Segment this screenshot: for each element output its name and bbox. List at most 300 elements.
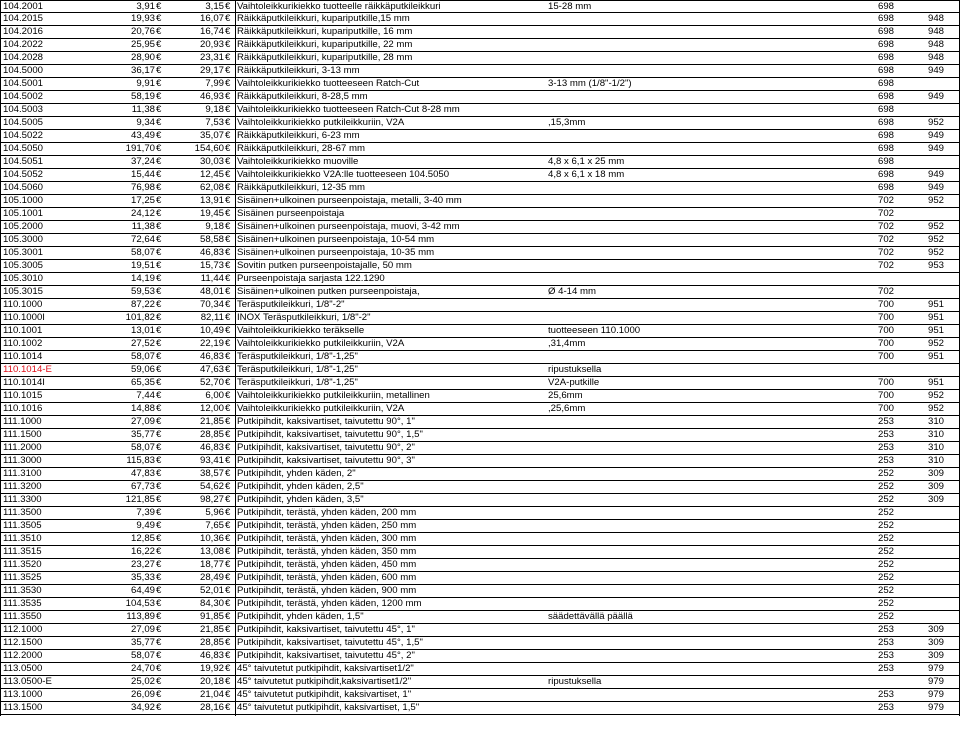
price-2: 7,99 — [205, 78, 224, 89]
price-1: 37,24 — [130, 156, 155, 167]
currency-symbol: € — [156, 52, 162, 63]
product-code: 111.3505 — [3, 520, 42, 531]
product-description: Sisäinen+ulkoinen purseenpoistaja, 10-54 mm — [237, 234, 435, 245]
product-spec: ,25,6mm — [548, 403, 586, 414]
price-2: 46,83 — [199, 442, 224, 453]
product-code: 111.3515 — [3, 546, 42, 557]
product-spec: ripustuksella — [548, 676, 602, 687]
catalog-page — [870, 273, 894, 286]
product-spec — [548, 650, 868, 663]
price-2: 10,36 — [199, 533, 224, 544]
currency-symbol: € — [156, 416, 162, 427]
catalog-page-alt: 309 — [927, 624, 944, 635]
table-row — [0, 585, 960, 598]
table-row — [0, 143, 960, 156]
product-code: 111.3520 — [3, 559, 42, 570]
table-row — [0, 299, 960, 312]
product-description: Putkipihdit, terästä, yhden käden, 350 mm — [237, 546, 417, 557]
currency-symbol: € — [156, 429, 162, 440]
catalog-page-alt: 953 — [927, 260, 944, 271]
price-1: 9,34 — [136, 117, 155, 128]
currency-symbol: € — [156, 598, 162, 609]
currency-symbol: € — [225, 572, 231, 583]
catalog-page: 700 — [877, 325, 894, 336]
catalog-page: 253 — [877, 416, 894, 427]
currency-symbol: € — [225, 468, 231, 479]
price-2: 7,65 — [205, 520, 224, 531]
catalog-page: 698 — [877, 26, 894, 37]
table-row — [0, 52, 960, 65]
table-row — [0, 637, 960, 650]
product-description: Putkipihdit, terästä, yhden käden, 900 mm — [237, 585, 417, 596]
product-code: 110.1014I — [3, 377, 45, 388]
catalog-page: 698 — [877, 65, 894, 76]
product-spec — [548, 260, 868, 273]
catalog-page: 252 — [877, 507, 894, 518]
product-code: 105.3010 — [3, 273, 44, 284]
grid-line — [0, 0, 1, 716]
product-spec — [548, 481, 868, 494]
table-row — [0, 260, 960, 273]
product-code: 112.1000 — [3, 624, 43, 635]
product-code: 110.1002 — [3, 338, 43, 349]
catalog-page-alt: 951 — [927, 351, 944, 362]
product-description: Sisäinen+ulkoinen purseenpoistaja, 10-35 mm — [237, 247, 435, 258]
catalog-page: 252 — [877, 494, 894, 505]
product-code: 105.2000 — [3, 221, 44, 232]
product-spec — [548, 416, 868, 429]
product-description: Vaihtoleikkurikiekko muoville — [237, 156, 359, 167]
product-spec — [548, 494, 868, 507]
product-spec — [548, 104, 868, 117]
price-1: 13,01 — [130, 325, 155, 336]
product-spec — [548, 208, 868, 221]
catalog-page-alt — [920, 104, 944, 117]
catalog-page-alt: 948 — [927, 52, 944, 63]
currency-symbol: € — [225, 195, 231, 206]
product-description: Vaihtoleikkurikiekko teräkselle — [237, 325, 365, 336]
currency-symbol: € — [225, 351, 231, 362]
table-row — [0, 39, 960, 52]
currency-symbol: € — [225, 286, 231, 297]
product-code: 104.2028 — [3, 52, 44, 63]
currency-symbol: € — [225, 156, 231, 167]
product-code: 104.5005 — [3, 117, 44, 128]
price-2: 38,57 — [199, 468, 224, 479]
product-spec: ripustuksella — [548, 364, 602, 375]
table-row — [0, 442, 960, 455]
catalog-page-alt — [920, 546, 944, 559]
price-2: 12,00 — [199, 403, 224, 414]
catalog-page-alt — [920, 364, 944, 377]
product-code: 104.2015 — [3, 13, 44, 24]
catalog-page-alt: 952 — [927, 338, 944, 349]
currency-symbol: € — [156, 104, 162, 115]
currency-symbol: € — [156, 247, 162, 258]
currency-symbol: € — [225, 117, 231, 128]
product-description: Räikkäputkileikkuri, kupariputkille, 22 mm — [237, 39, 413, 50]
product-code: 111.3510 — [3, 533, 42, 544]
catalog-page: 253 — [877, 637, 894, 648]
catalog-page: 253 — [877, 663, 894, 674]
catalog-page: 253 — [877, 455, 894, 466]
product-code: 111.3000 — [3, 455, 42, 466]
product-spec — [548, 247, 868, 260]
catalog-page: 700 — [877, 390, 894, 401]
product-spec — [548, 182, 868, 195]
catalog-page-alt: 951 — [927, 312, 944, 323]
price-2: 10,49 — [199, 325, 224, 336]
catalog-page-alt — [920, 273, 944, 286]
catalog-page-alt: 309 — [927, 650, 944, 661]
currency-symbol: € — [225, 312, 231, 323]
price-2: 21,85 — [199, 624, 224, 635]
table-row — [0, 377, 960, 390]
currency-symbol: € — [156, 585, 162, 596]
currency-symbol: € — [225, 663, 231, 674]
currency-symbol: € — [156, 273, 162, 284]
currency-symbol: € — [225, 455, 231, 466]
product-description: Putkipihdit, kaksivartiset, taivutettu 45°, 1,5" — [237, 637, 423, 648]
currency-symbol: € — [156, 169, 162, 180]
price-1: 191,70 — [125, 143, 155, 154]
currency-symbol: € — [225, 91, 231, 102]
price-2: 11,44 — [200, 273, 224, 284]
catalog-page-alt: 952 — [927, 247, 944, 258]
currency-symbol: € — [156, 390, 162, 401]
table-row — [0, 234, 960, 247]
table-row — [0, 91, 960, 104]
currency-symbol: € — [156, 676, 162, 687]
product-code: 111.3100 — [3, 468, 42, 479]
price-2: 46,83 — [199, 351, 224, 362]
product-code: 113.0500-E — [3, 676, 52, 687]
table-row — [0, 0, 960, 13]
price-1: 20,76 — [130, 26, 155, 37]
price-2: 54,62 — [199, 481, 224, 492]
price-2: 9,18 — [205, 221, 224, 232]
product-code: 104.2001 — [3, 1, 44, 12]
product-code: 110.1000I — [3, 312, 45, 323]
price-1: 16,22 — [130, 546, 155, 557]
table-row — [0, 650, 960, 663]
currency-symbol: € — [225, 208, 231, 219]
catalog-page-alt: 952 — [927, 403, 944, 414]
product-description: INOX Teräsputkileikkuri, 1/8"-2" — [237, 312, 371, 323]
table-row — [0, 468, 960, 481]
table-row — [0, 533, 960, 546]
currency-symbol: € — [156, 494, 162, 505]
table-row — [0, 663, 960, 676]
currency-symbol: € — [156, 520, 162, 531]
product-code: 111.3525 — [3, 572, 42, 583]
table-row — [0, 416, 960, 429]
table-row — [0, 572, 960, 585]
currency-symbol: € — [156, 572, 162, 583]
currency-symbol: € — [156, 637, 162, 648]
price-1: 35,77 — [130, 637, 155, 648]
product-spec — [548, 533, 868, 546]
product-spec — [548, 312, 868, 325]
price-2: 35,07 — [199, 130, 224, 141]
catalog-page-alt — [920, 286, 944, 299]
price-1: 9,49 — [136, 520, 155, 531]
currency-symbol: € — [225, 39, 231, 50]
product-code: 104.5051 — [3, 156, 44, 167]
product-spec — [548, 52, 868, 65]
currency-symbol: € — [156, 377, 162, 388]
currency-symbol: € — [225, 325, 231, 336]
product-spec — [548, 559, 868, 572]
table-row — [0, 286, 960, 299]
catalog-page-alt: 309 — [927, 637, 944, 648]
product-spec — [548, 689, 868, 702]
catalog-page: 702 — [877, 234, 894, 245]
product-code: 104.2016 — [3, 26, 44, 37]
product-spec — [548, 468, 868, 481]
product-code: 104.5050 — [3, 143, 44, 154]
table-row — [0, 195, 960, 208]
product-spec — [548, 273, 868, 286]
currency-symbol: € — [156, 260, 162, 271]
catalog-page-alt: 948 — [927, 39, 944, 50]
currency-symbol: € — [156, 13, 162, 24]
catalog-page-alt: 951 — [927, 299, 944, 310]
product-spec — [548, 637, 868, 650]
product-spec — [548, 663, 868, 676]
price-1: 3,91 — [136, 1, 155, 12]
catalog-page: 252 — [877, 520, 894, 531]
product-spec — [548, 572, 868, 585]
table-row — [0, 364, 960, 377]
price-1: 59,06 — [130, 364, 155, 375]
currency-symbol: € — [156, 455, 162, 466]
catalog-page-alt: 948 — [927, 26, 944, 37]
price-2: 28,49 — [199, 572, 224, 583]
currency-symbol: € — [156, 182, 162, 193]
product-description: Vaihtoleikkurikiekko putkileikkuriin, V2A — [237, 338, 405, 349]
price-1: 104,53 — [125, 598, 155, 609]
currency-symbol: € — [225, 247, 231, 258]
currency-symbol: € — [225, 130, 231, 141]
price-1: 58,07 — [130, 351, 155, 362]
catalog-page: 252 — [877, 572, 894, 583]
currency-symbol: € — [156, 156, 162, 167]
currency-symbol: € — [156, 650, 162, 661]
price-1: 11,38 — [131, 221, 155, 232]
product-code: 110.1001 — [3, 325, 43, 336]
product-code: 105.1001 — [3, 208, 44, 219]
currency-symbol: € — [156, 91, 162, 102]
table-row — [0, 182, 960, 195]
product-spec: säädettävällä päällä — [548, 611, 633, 622]
price-1: 27,09 — [130, 624, 155, 635]
product-description: Räikkäputkileikkuri, 28-67 mm — [237, 143, 365, 154]
price-2: 19,92 — [199, 663, 224, 674]
price-1: 23,27 — [130, 559, 155, 570]
catalog-page: 698 — [877, 182, 894, 193]
catalog-page-alt: 952 — [927, 234, 944, 245]
product-spec — [548, 429, 868, 442]
price-2: 21,04 — [199, 689, 224, 700]
product-spec — [548, 546, 868, 559]
product-code: 105.3015 — [3, 286, 44, 297]
table-row — [0, 247, 960, 260]
product-spec — [548, 455, 868, 468]
currency-symbol: € — [225, 13, 231, 24]
catalog-page-alt — [920, 585, 944, 598]
product-description: Vaihtoleikkurikiekko putkileikkuriin, V2A — [237, 403, 405, 414]
price-1: 101,82 — [125, 312, 155, 323]
product-description: Sovitin putken purseenpoistajalle, 50 mm — [237, 260, 412, 271]
price-1: 65,35 — [130, 377, 155, 388]
product-description: Räikkäputkileikkuri, 6-23 mm — [237, 130, 360, 141]
table-row — [0, 169, 960, 182]
product-code: 111.3530 — [3, 585, 42, 596]
price-1: 28,90 — [130, 52, 155, 63]
price-2: 16,07 — [199, 13, 224, 24]
catalog-page-alt — [920, 507, 944, 520]
table-row — [0, 507, 960, 520]
price-1: 14,19 — [130, 273, 155, 284]
price-1: 59,53 — [130, 286, 155, 297]
table-row — [0, 26, 960, 39]
product-spec — [548, 442, 868, 455]
product-code: 113.0500 — [3, 663, 43, 674]
product-code: 105.3001 — [3, 247, 44, 258]
catalog-page-alt: 952 — [927, 390, 944, 401]
table-row — [0, 403, 960, 416]
table-row — [0, 130, 960, 143]
catalog-page-alt: 951 — [927, 377, 944, 388]
currency-symbol: € — [156, 286, 162, 297]
catalog-page-alt: 949 — [927, 65, 944, 76]
product-spec — [548, 143, 868, 156]
price-1: 36,17 — [130, 65, 155, 76]
product-description: Vaihtoleikkurikiekko putkileikkuriin, metallinen — [237, 390, 430, 401]
catalog-page: 700 — [877, 351, 894, 362]
table-row — [0, 104, 960, 117]
grid-line — [235, 0, 236, 716]
price-2: 62,08 — [199, 182, 224, 193]
currency-symbol: € — [225, 338, 231, 349]
price-2: 21,85 — [199, 416, 224, 427]
catalog-page-alt — [920, 78, 944, 91]
price-2: 28,85 — [199, 637, 224, 648]
catalog-page: 698 — [877, 1, 894, 12]
catalog-page-alt: 949 — [927, 91, 944, 102]
price-2: 52,01 — [199, 585, 224, 596]
table-row — [0, 676, 960, 689]
catalog-page: 252 — [877, 546, 894, 557]
price-2: 70,34 — [199, 299, 224, 310]
catalog-page-alt — [920, 208, 944, 221]
price-2: 91,85 — [199, 611, 224, 622]
catalog-page: 698 — [877, 78, 894, 89]
product-code: 110.1014-E — [3, 364, 52, 375]
currency-symbol: € — [225, 546, 231, 557]
price-1: 115,83 — [126, 455, 155, 466]
currency-symbol: € — [156, 130, 162, 141]
price-1: 11,38 — [131, 104, 155, 115]
price-1: 14,88 — [130, 403, 155, 414]
product-spec — [548, 507, 868, 520]
currency-symbol: € — [225, 26, 231, 37]
price-1: 35,77 — [130, 429, 155, 440]
table-row — [0, 325, 960, 338]
catalog-page-alt: 310 — [927, 416, 944, 427]
price-2: 52,70 — [199, 377, 224, 388]
currency-symbol: € — [156, 78, 162, 89]
table-row — [0, 702, 960, 715]
table-row — [0, 390, 960, 403]
catalog-page-alt: 952 — [927, 117, 944, 128]
product-description: Vaihtoleikkurikiekko tuotteeseen Ratch-Cut — [237, 78, 420, 89]
catalog-page: 702 — [877, 286, 894, 297]
product-description: Putkipihdit, terästä, yhden käden, 300 mm — [237, 533, 417, 544]
currency-symbol: € — [156, 611, 162, 622]
product-code: 112.2000 — [3, 650, 43, 661]
product-code: 111.2000 — [3, 442, 42, 453]
currency-symbol: € — [225, 104, 231, 115]
price-1: 17,25 — [130, 195, 155, 206]
currency-symbol: € — [225, 585, 231, 596]
catalog-page: 698 — [877, 52, 894, 63]
currency-symbol: € — [225, 403, 231, 414]
table-row — [0, 611, 960, 624]
product-code: 110.1016 — [3, 403, 43, 414]
table-row — [0, 117, 960, 130]
product-code: 112.1500 — [3, 637, 43, 648]
catalog-page-alt: 309 — [927, 481, 944, 492]
currency-symbol: € — [156, 26, 162, 37]
currency-symbol: € — [156, 1, 162, 12]
currency-symbol: € — [156, 195, 162, 206]
product-code: 105.3000 — [3, 234, 44, 245]
table-row — [0, 13, 960, 26]
currency-symbol: € — [156, 546, 162, 557]
product-spec: Ø 4-14 mm — [548, 286, 596, 297]
catalog-page: 698 — [877, 13, 894, 24]
catalog-page: 253 — [877, 429, 894, 440]
table-row — [0, 689, 960, 702]
catalog-page: 252 — [877, 559, 894, 570]
price-1: 19,93 — [130, 13, 155, 24]
product-description: Putkipihdit, terästä, yhden käden, 450 mm — [237, 559, 417, 570]
table-row — [0, 221, 960, 234]
currency-symbol: € — [156, 117, 162, 128]
product-description: Räikkäputkileikkuri, 12-35 mm — [237, 182, 365, 193]
product-description: Putkipihdit, terästä, yhden käden, 600 mm — [237, 572, 417, 583]
currency-symbol: € — [156, 221, 162, 232]
product-code: 113.1000 — [3, 689, 43, 700]
catalog-page-alt: 949 — [927, 143, 944, 154]
currency-symbol: € — [156, 507, 162, 518]
price-2: 3,15 — [205, 1, 224, 12]
price-2: 19,45 — [199, 208, 224, 219]
product-description: Putkipihdit, terästä, yhden käden, 1200 mm — [237, 598, 422, 609]
currency-symbol: € — [156, 403, 162, 414]
catalog-page-alt: 951 — [927, 325, 944, 336]
price-1: 58,07 — [130, 442, 155, 453]
price-1: 43,49 — [130, 130, 155, 141]
catalog-page-alt: 310 — [927, 442, 944, 453]
currency-symbol: € — [225, 273, 231, 284]
product-spec: 4,8 x 6,1 x 18 mm — [548, 169, 625, 180]
product-description: 45° taivutetut putkipihdit, kaksivartiset, 1" — [237, 689, 412, 700]
price-1: 76,98 — [130, 182, 155, 193]
price-1: 47,83 — [130, 468, 155, 479]
